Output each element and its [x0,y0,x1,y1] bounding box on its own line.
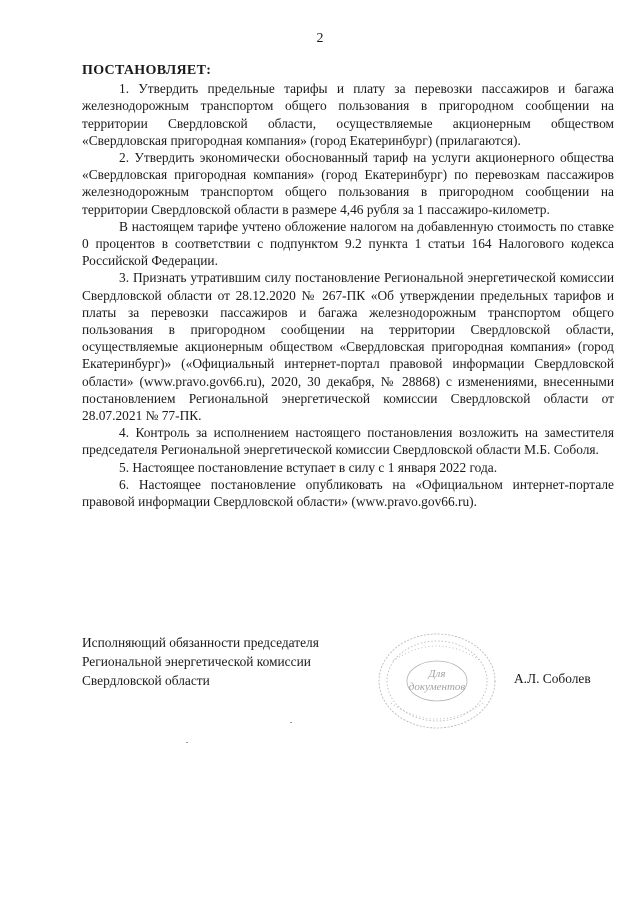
paragraph-2-vat-note: В настоящем тарифе учтено обложение налогом на добавленную стоимость по ставке 0 процентов в соответствии с подпунктом 9.2 пункта 1 статьи 164 Налогового кодекса Российской Федерации. [82,218,614,269]
signatory-name: А.Л. Соболев [514,671,591,686]
paragraph-4: 4. Контроль за исполнением настоящего постановления возложить на заместителя председателя Региональной энергетической комиссии Свердловской области М.Б. Соболя. [82,425,614,458]
document-body [82,62,614,510]
signatory-title-line: Исполняющий обязанности председателя [82,635,319,650]
resolution-heading: ПОСТАНОВЛЯЕТ: [82,63,212,78]
signatory-title-line: Региональной энергетической комиссии [82,654,311,669]
signatory-title [82,633,382,690]
signatory-title-line: Свердловской области [82,673,210,688]
paragraph-5: 5. Настоящее постановление вступает в силу с 1 января 2022 года. [119,459,498,475]
paragraph-3: 3. Признать утратившим силу постановление Региональной энергетической комиссии Свердловской области от 28.12.2020 № 267-ПК «Об утверждении предельных тарифов и платы за перевозки пассажиров и багажа железнодорожным транспортом общего пользования в пригородном сообщении на территории Свердловской области, осуществляемые акционерным обществом «Свердловская пригородная компания» (город Екатеринбург)» («Официальный интернет-портал правовой информации Свердловской области» (www.pravo.gov66.ru), 2020, 30 декабря, № 28868) с изменениями, внесенными постановлением Региональной энергетической комиссии Свердловской области от 28.07.2021 № 77-ПК. [82,270,614,424]
stamp-text-line: Для [428,668,446,680]
stamp-text-line: документов [408,681,466,693]
official-stamp-icon [373,631,501,731]
paragraph-6: 6. Настоящее постановление опубликовать на «Официальном интернет-портале правовой информации Свердловской области» (www.pravo.gov66.ru). [82,476,614,510]
signature-block [82,629,614,729]
paragraph-2: 2. Утвердить экономически обоснованный тариф на услуги акционерного общества «Свердловская пригородная компания» (город Екатеринбург) по перевозкам пассажиров железнодорожным транспортом общего пользования в пригородном сообщении на территории Свердловской области в размере 4,46 рубля за 1 пассажиро-километр. [82,150,614,217]
paragraph-1: 1. Утвердить предельные тарифы и плату за перевозки пассажиров и багажа железнодорожным транспортом общего пользования в пригородном сообщении на территории Свердловской области, осуществляемые акционерным обществом «Свердловская пригородная компания» (город Екатеринбург) (прилагаются). [82,81,614,148]
scan-speck [290,722,292,723]
scan-speck [186,742,188,743]
page-number: 2 [316,31,324,46]
